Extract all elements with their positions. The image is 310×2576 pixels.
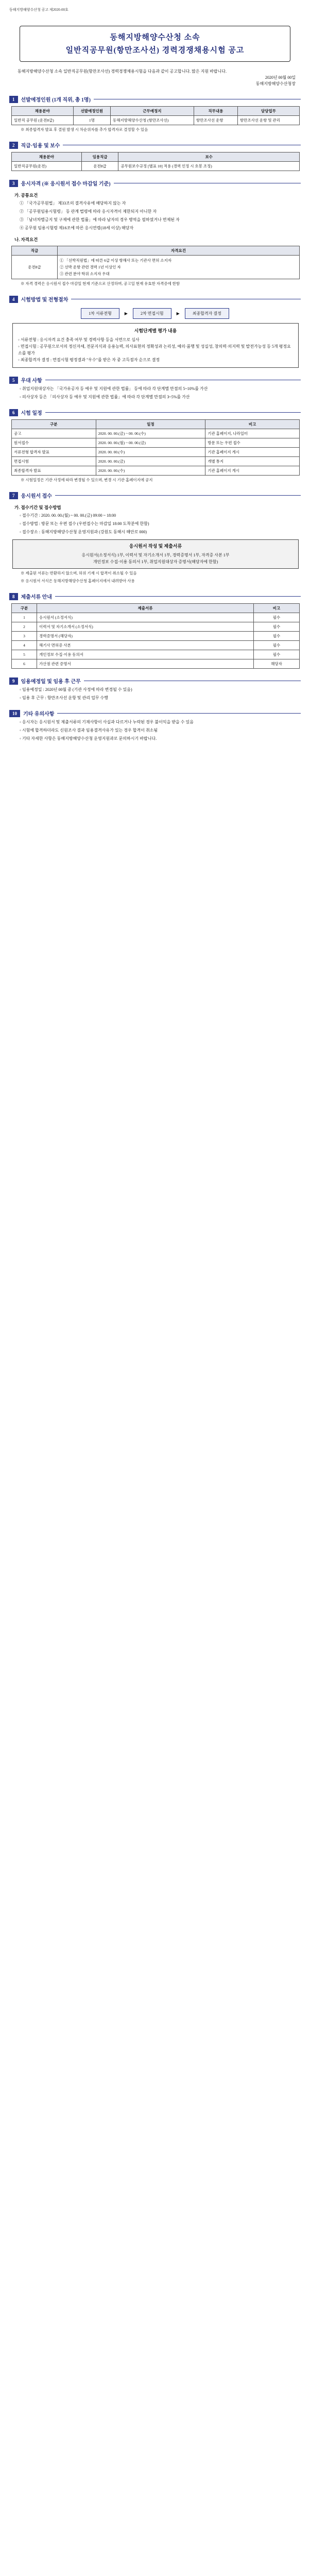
title-line-1: 동해지방해양수산청 소속 (110, 33, 200, 42)
section-note: ※ 자격 경력은 응시원서 접수 마감일 현재 기준으로 산정하며, 공고일 현재 유효한 자격증에 한함 (21, 281, 180, 286)
section-2-header (9, 141, 301, 149)
table-cell: 이력서 및 자기소개서 (소정서식) (37, 622, 254, 632)
stage-box: 최종합격자 결정 (185, 308, 229, 319)
title-box (20, 26, 290, 62)
table-cell: 개인정보 수집·이용 동의서 (37, 650, 254, 659)
evaluation-box (12, 323, 299, 368)
section-title: 우대 사항 (21, 378, 42, 384)
table-cell: 2020. 00. 00.(금) ~ 00. 00.(수) (96, 429, 205, 438)
title-line-2: 일반직공무원(항만조사선) 경력경쟁채용시험 공고 (65, 46, 245, 55)
table-cell: 항만조사선 운항 및 관리 (237, 116, 299, 125)
table-row (12, 429, 300, 438)
section-rule (55, 596, 301, 597)
section-title: 응시자격 (※ 응시원서 접수 마감일 기준) (21, 181, 111, 187)
box-line: 개인정보 수집·이용 동의서 1부, 취업지원대상자 증명서(해당자에 한함) (93, 560, 218, 564)
table-cell: 일반직 공무원 (운전8급) (12, 116, 74, 125)
section-rule (45, 412, 301, 413)
table-cell: 기관 홈페이지 게시 (205, 466, 300, 476)
table-cell: 필수 (254, 650, 300, 659)
table-row (12, 256, 300, 279)
table-row (12, 162, 300, 171)
section-number: 10 (9, 710, 20, 717)
section-6-header (9, 409, 301, 416)
table-cell: 2020. 00. 00.(금) (96, 457, 205, 466)
table-cell: 필수 (254, 632, 300, 641)
table-header: 채용분야 (12, 107, 74, 116)
table-cell: 1명 (73, 116, 110, 125)
table-header: 선발예정인원 (73, 107, 110, 116)
section-number: 8 (9, 593, 18, 600)
table-cell: 필수 (254, 613, 300, 622)
table-cell: 항만조사선 운항 (194, 116, 237, 125)
section-1-header (9, 95, 301, 103)
table-row (12, 659, 300, 669)
recruitment-table (11, 106, 300, 125)
table-row (12, 438, 300, 448)
list-item: ◦ 응시자는 응시원서 및 제출서류의 기재사항이 사실과 다르거나 누락된 경우 불이익을 받을 수 있음 (20, 720, 194, 724)
table-header: 근무예정지 (111, 107, 194, 116)
table-header: 자격요건 (58, 246, 300, 256)
box-title: 시험단계별 평가 내용 (134, 328, 177, 333)
table-cell: 해기사 면허증 사본 (37, 641, 254, 650)
box-title: 응시원서 작성 및 제출서류 (129, 544, 182, 549)
table-row (12, 622, 300, 632)
section-rule (57, 713, 301, 714)
table-cell: 4 (12, 641, 37, 650)
section-title: 임용예정일 및 임용 후 근무 (21, 679, 81, 685)
table-cell: 원서접수 (12, 438, 96, 448)
qualification-table (11, 246, 300, 279)
table-header: 구분 (12, 420, 96, 429)
announcement-date: 2020년 00월 00일 (265, 75, 296, 80)
table-header: 임용직급 (81, 152, 118, 162)
table-cell: 필수 (254, 641, 300, 650)
section-number: 4 (9, 296, 18, 303)
list-item: ◦ 시험에 합격하더라도 신원조사 결과 임용결격사유가 있는 경우 합격이 취소됨 (20, 728, 158, 733)
section-7-header (9, 492, 301, 499)
table-cell: 동해지방해양수산청 (항만조사선) (111, 116, 194, 125)
arrow-right-icon: ▶ (176, 311, 180, 316)
table-header: 구분 (12, 604, 37, 613)
table-row (12, 448, 300, 457)
box-line: ◦ 면접시험 : 공무원으로서의 정신자세, 전문지식과 응용능력, 의사표현의 정확성과 논리성, 예의·품행 및 성실성, 창의력·의지력 및 발전가능성 등 5개 평정요소를 평가 (18, 344, 291, 355)
table-cell: 일반직공무원(운전) (12, 162, 82, 171)
table-cell: 기관 홈페이지, 나라일터 (205, 429, 300, 438)
table-cell: 공무원보수규정 [별표 10] 적용 (경력 인정 시 호봉 조정) (118, 162, 300, 171)
list-item: ◦ 임용 후 근무 : 항만조사선 운항 및 관리 업무 수행 (20, 696, 108, 700)
table-cell: 면접시험 (12, 457, 96, 466)
box-line: ◦ 최종합격자 결정 : 면접시험 평정결과 "우수"를 받은 자 중 고득점자 순으로 결정 (18, 358, 160, 362)
table-cell: 5 (12, 650, 37, 659)
table-cell: 공고 (12, 429, 96, 438)
section-rule (55, 495, 301, 496)
table-cell: 응시원서 (소정서식) (37, 613, 254, 622)
section-title: 응시원서 접수 (21, 494, 52, 499)
list-item: ◦ 접수장소 : 동해지방해양수산청 운영지원과 (강원도 동해시 해안로 000) (20, 530, 147, 534)
schedule-table (11, 419, 300, 476)
list-item: ◦ 취업지원대상자는 「국가유공자 등 예우 및 지원에 관한 법률」 등에 따라 각 단계별 만점의 5~10%를 가산 (20, 386, 208, 391)
table-header: 보수 (118, 152, 300, 162)
table-cell: 필수 (254, 622, 300, 632)
table-row (12, 116, 300, 125)
table-cell: ① 「선박직원법」에 따른 6급 이상 항해사 또는 기관사 면허 소지자 ② 선박 운항 관련 경력 1년 이상인 자 ③ 관련 분야 학위 소지자 우대 (58, 256, 300, 279)
list-item: ◦ 의사상자 등은 「의사상자 등 예우 및 지원에 관한 법률」에 따라 각 단계별 만점의 3~5%를 가산 (20, 395, 190, 399)
list-item: ◦ 기타 자세한 사항은 동해지방해양수산청 운영지원과로 문의하시기 바랍니다. (20, 736, 157, 741)
section-5-header (9, 376, 301, 384)
section-number: 1 (9, 96, 18, 103)
section-number: 3 (9, 180, 18, 187)
table-header: 제출서류 (37, 604, 254, 613)
table-cell: 2 (12, 622, 37, 632)
section-number: 7 (9, 492, 18, 499)
section-3-header (9, 179, 301, 187)
table-cell: 2020. 00. 00.(수) (96, 466, 205, 476)
table-row (12, 613, 300, 622)
section-note: ※ 응시원서 서식은 동해지방해양수산청 홈페이지에서 내려받아 사용 (21, 579, 135, 583)
section-number: 6 (9, 409, 18, 416)
table-row (12, 632, 300, 641)
table-cell: 방문 또는 우편 접수 (205, 438, 300, 448)
table-cell: 2020. 00. 00.(수) (96, 448, 205, 457)
section-title: 시험 일정 (21, 411, 42, 416)
list-item: ① 「국가공무원법」 제33조의 결격사유에 해당하지 않는 자 (20, 201, 126, 206)
table-row (12, 641, 300, 650)
section-title: 기타 유의사항 (23, 711, 55, 717)
stage-box: 1차 서류전형 (81, 308, 119, 319)
list-item: ◦ 접수방법 : 방문 또는 우편 접수 (우편접수는 마감일 18:00 도착분에 한함) (20, 521, 149, 526)
table-header: 직급 (12, 246, 58, 256)
table-cell: 서류전형 합격자 발표 (12, 448, 96, 457)
section-note: ※ 제출된 서류는 반환하지 않으며, 허위 기재 시 합격이 취소될 수 있음 (21, 571, 137, 575)
table-row (12, 650, 300, 659)
list-item: ◦ 접수기간 : 2020. 00. 00.(월) ~ 00. 00.(금) 09:00 ~ 18:00 (20, 513, 116, 518)
list-item: ◦ 임용예정일 : 2020년 00월 중 (기관 사정에 따라 변경될 수 있음) (20, 687, 132, 692)
section-note: ※ 시험일정은 기관 사정에 따라 변경될 수 있으며, 변경 시 기관 홈페이지에 공지 (21, 478, 153, 482)
table-row (12, 457, 300, 466)
table-cell: 해당자 (254, 659, 300, 669)
table-header: 담당업무 (237, 107, 299, 116)
arrow-right-icon: ▶ (124, 311, 128, 316)
list-item: ④ 공무원 임용시험령 제16조에 따른 응시연령(18세 이상) 해당자 (20, 226, 134, 230)
table-cell: 가산점 관련 증명서 (37, 659, 254, 669)
section-4-header (9, 295, 301, 303)
announcement-number: 동해지방해양수산청 공고 제2020-00호 (9, 8, 68, 12)
table-cell: 최종합격자 발표 (12, 466, 96, 476)
section-note: ※ 최종합격자 발표 후 결원 발생 시 차순위자를 추가 합격자로 결정할 수 있음 (21, 127, 148, 132)
stage-box: 2차 면접시험 (133, 308, 171, 319)
section-number: 9 (9, 677, 18, 685)
table-cell: 경력증명서 (해당자) (37, 632, 254, 641)
section-9-header (9, 677, 301, 685)
application-box (12, 539, 299, 569)
section-8-header (9, 592, 301, 600)
section-title: 제출서류 안내 (21, 595, 52, 600)
table-cell: 3 (12, 632, 37, 641)
list-item: ③ 「남녀차별금지 및 구제에 관한 법률」에 따라 남자의 경우 병역을 필하였거나 면제된 자 (20, 217, 180, 222)
list-item: ② 「공무원임용시험령」 등 관계 법령에 따라 응시자격이 제한되지 아니한 자 (20, 209, 157, 214)
table-header: 비고 (254, 604, 300, 613)
section-number: 2 (9, 142, 18, 149)
table-header: 일정 (96, 420, 205, 429)
section-title: 직급·임용 및 보수 (21, 143, 60, 149)
section-title: 시험방법 및 전형절차 (21, 297, 68, 303)
documents-table (11, 603, 300, 669)
table-cell: 2020. 00. 00.(월) ~ 00. 00.(금) (96, 438, 205, 448)
subsection-title: 가. 접수기간 및 접수방법 (14, 505, 61, 510)
table-header: 직무내용 (194, 107, 237, 116)
rank-pay-table (11, 152, 300, 171)
box-line: 응시원서(소정서식) 1부, 이력서 및 자기소개서 1부, 경력증명서 1부, 자격증 사본 1부 (81, 553, 230, 557)
table-header: 비고 (205, 420, 300, 429)
table-cell: 기관 홈페이지 게시 (205, 448, 300, 457)
table-header: 채용분야 (12, 152, 82, 162)
table-row (12, 466, 300, 476)
table-cell: 운전8급 (12, 256, 58, 279)
subsection-title: 나. 자격요건 (14, 237, 38, 242)
box-line: ◦ 서류전형 : 응시자격 요건 충족 여부 및 경력사항 등을 서면으로 심사 (18, 337, 140, 342)
table-cell: 개별 통지 (205, 457, 300, 466)
issuing-authority: 동해지방해양수산청장 (255, 81, 296, 86)
section-10-header (9, 709, 301, 717)
table-cell: 운전8급 (81, 162, 118, 171)
subsection-title: 가. 공통요건 (14, 193, 38, 198)
section-number: 5 (9, 377, 18, 384)
table-cell: 6 (12, 659, 37, 669)
section-title: 선발예정인원 (1개 직위, 총 1명) (21, 97, 91, 103)
intro-text: 동해지방해양수산청 소속 일반직공무원(항만조사선) 경력경쟁채용시험을 다음과 같이 공고합니다. 많은 지원 바랍니다. (18, 69, 227, 74)
stage-flow (9, 308, 301, 319)
table-cell: 1 (12, 613, 37, 622)
